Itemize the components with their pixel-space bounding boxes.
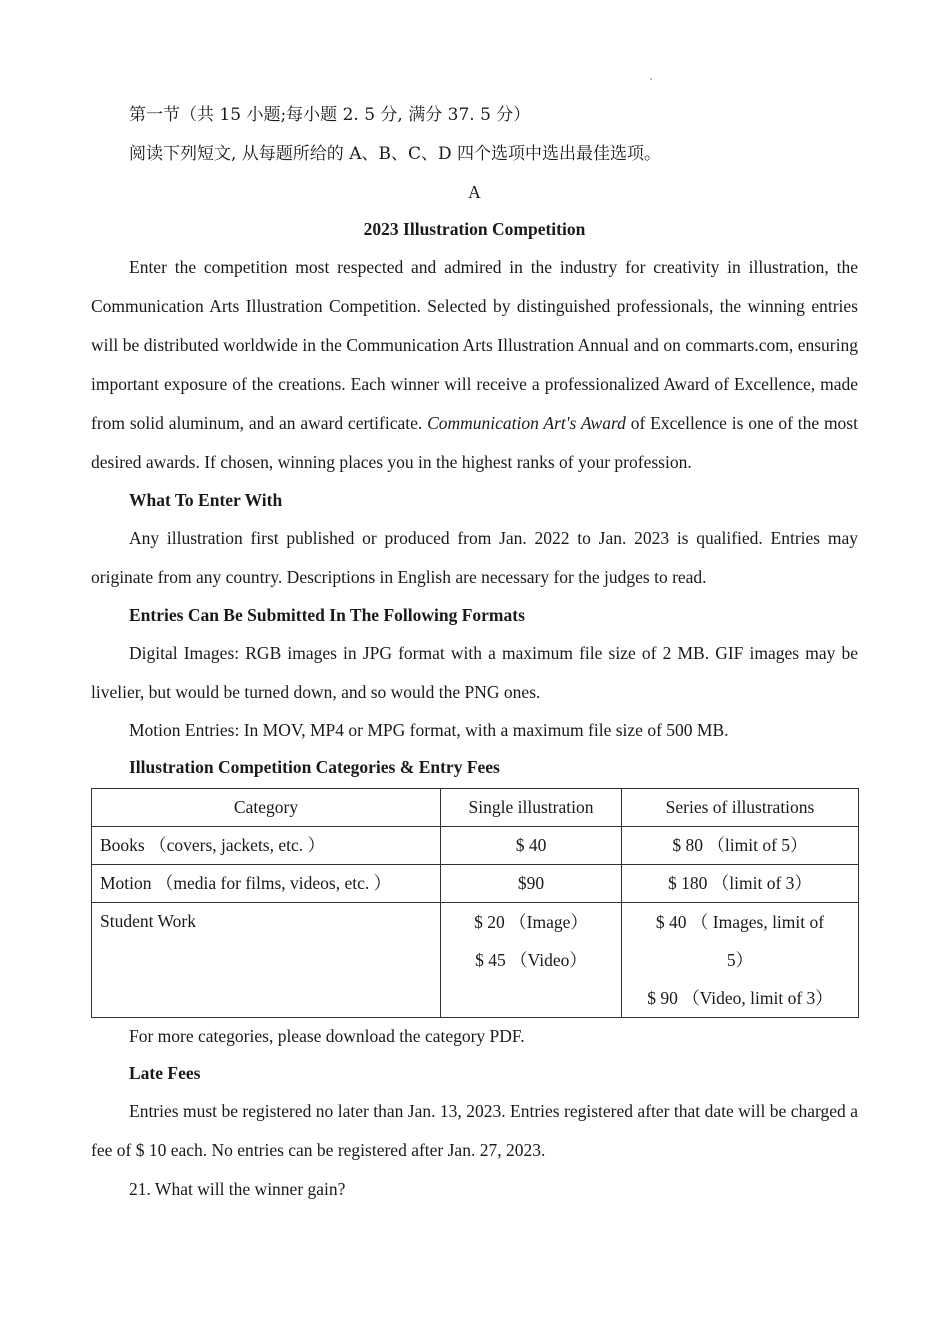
what-to-enter-heading: What To Enter With [129, 490, 283, 510]
table-row [92, 827, 859, 865]
fees-table [91, 788, 859, 1018]
student-single-video: $ 45 （Video） [475, 950, 587, 970]
row-student-series [622, 903, 859, 1018]
row-books-series: $ 80 （limit of 5） [622, 827, 859, 865]
late-fees-paragraph: Entries must be registered no later than Jan. 13, 2023. Entries registered after that date will be charged a fee of $ 10 each. No entries can be registered after Jan. 27, 2023. [91, 1101, 858, 1160]
row-books-category: Books （covers, jackets, etc. ） [92, 827, 441, 865]
row-motion-single: $90 [441, 865, 622, 903]
student-single-image: $ 20 （Image） [474, 912, 588, 932]
question-21: 21. What will the winner gain? [129, 1179, 346, 1199]
table-header-row [92, 789, 859, 827]
digital-images-paragraph: Digital Images: RGB images in JPG format with a maximum file size of 2 MB. GIF images may be livelier, but would be turned down, and so would the PNG ones. [91, 643, 858, 702]
section-header: 第一节（共 15 小题;每小题 2. 5 分, 满分 37. 5 分） [129, 105, 531, 125]
speck-mark [650, 78, 652, 80]
passage-title: 2023 Illustration Competition [363, 219, 586, 239]
formats-heading: Entries Can Be Submitted In The Following Formats [129, 605, 525, 625]
student-series-video: $ 90 （Video, limit of 3） [647, 988, 833, 1008]
table-row [92, 865, 859, 903]
more-categories-note: For more categories, please download the category PDF. [129, 1026, 525, 1046]
row-student-single [441, 903, 622, 1018]
intro-italic-text: Communication Art's Award [427, 413, 626, 433]
student-series-images: $ 40 （ Images, limit of [655, 912, 825, 932]
document-page [91, 96, 858, 1208]
header-category: Category [92, 789, 441, 827]
late-fees-heading: Late Fees [129, 1063, 201, 1083]
row-student-category: Student Work [92, 903, 441, 1018]
section-instruction: 阅读下列短文, 从每题所给的 A、B、C、D 四个选项中选出最佳选项。 [129, 144, 662, 164]
categories-heading: Illustration Competition Categories & Entry Fees [129, 757, 500, 777]
passage-letter: A [468, 182, 481, 202]
motion-entries-paragraph: Motion Entries: In MOV, MP4 or MPG format, with a maximum file size of 500 MB. [129, 720, 729, 740]
header-series: Series of illustrations [622, 789, 859, 827]
row-motion-series: $ 180 （limit of 3） [622, 865, 859, 903]
header-single: Single illustration [441, 789, 622, 827]
intro-paragraph [91, 248, 858, 482]
row-books-single: $ 40 [441, 827, 622, 865]
table-row [92, 903, 859, 1018]
row-motion-category: Motion （media for films, videos, etc. ） [92, 865, 441, 903]
student-series-images-cont: 5） [726, 950, 754, 970]
intro-text-1: Enter the competition most respected and admired in the industry for creativity in illustration, the Communication Arts Illustration Competition. Selected by distinguished professionals, the winning entries will be distributed worldwide in the Communication Arts Illustration Annual and on commarts.com, ensuring important exposure of the creations. Each winner will receive a professionalized Award of Excellence, made from solid aluminum, and an award certificate. [91, 257, 858, 433]
intro-text-2: of Excellence is one of the most desired awards. If chosen, winning places you in the highest ranks of your profession. [91, 413, 858, 472]
what-to-enter-paragraph: Any illustration first published or produced from Jan. 2022 to Jan. 2023 is qualified. Entries may originate from any country. Descriptions in English are necessary for the judges to read. [91, 528, 858, 587]
